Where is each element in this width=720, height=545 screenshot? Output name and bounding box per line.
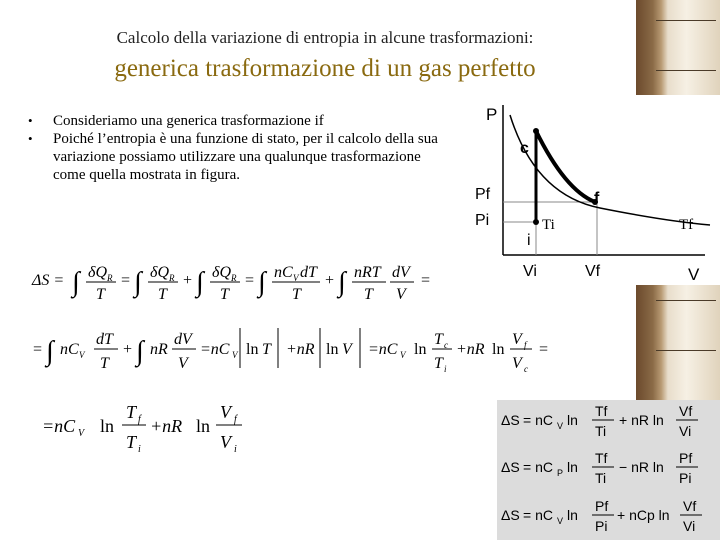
svg-text:=: =: [32, 341, 43, 358]
svg-text:dT: dT: [300, 264, 317, 281]
svg-text:V: V: [557, 516, 564, 526]
svg-text:= nC: = nC: [523, 507, 553, 523]
formula3-lhs: ΔS: [501, 507, 520, 523]
formula2-lhs: ΔS: [501, 459, 520, 475]
svg-text:= nC: = nC: [523, 459, 553, 475]
svg-text:T: T: [126, 432, 137, 452]
svg-text:∫: ∫: [338, 267, 346, 298]
svg-text:Vf: Vf: [679, 403, 693, 419]
svg-text:ln: ln: [414, 341, 427, 358]
svg-text:=nC: =nC: [42, 416, 76, 436]
svg-text:+nR: +nR: [150, 416, 183, 436]
svg-text:=: =: [420, 272, 431, 289]
svg-text:=: =: [120, 272, 131, 289]
svg-text:V: V: [512, 331, 522, 348]
svg-text:δQ: δQ: [150, 264, 169, 281]
summary-formula-box: [497, 400, 720, 540]
svg-text:T: T: [158, 286, 167, 303]
svg-text:Vi: Vi: [683, 518, 696, 534]
svg-text:T: T: [434, 331, 443, 348]
label-vf: Vf: [585, 263, 601, 280]
svg-text:nRT: nRT: [354, 264, 381, 281]
svg-text:ln: ln: [567, 459, 578, 475]
svg-text:V: V: [400, 350, 406, 360]
svg-text:Pf: Pf: [679, 450, 693, 466]
svg-text:P: P: [557, 468, 564, 478]
slide-title-line2: generica trasformazione di un gas perfetto: [114, 55, 536, 82]
svg-text:=: =: [244, 272, 255, 289]
svg-text:+: +: [122, 341, 133, 358]
equation-row-3: [40, 398, 250, 463]
svg-text:T: T: [100, 355, 109, 372]
svg-text:− nR ln: − nR ln: [619, 459, 664, 475]
svg-text:ln: ln: [567, 507, 578, 523]
svg-text:= nC: = nC: [523, 412, 553, 428]
svg-text:ln: ln: [246, 341, 259, 358]
svg-text:ln: ln: [196, 416, 211, 436]
label-vi: Vi: [523, 263, 537, 280]
svg-text:V: V: [342, 341, 352, 358]
axis-label-p: P: [486, 105, 498, 124]
svg-text:Pi: Pi: [595, 518, 608, 534]
bullet-item: • Consideriamo una generica trasformazione if: [28, 112, 438, 130]
svg-text:∫: ∫: [196, 267, 204, 298]
svg-text:R: R: [231, 273, 237, 283]
label-pi: Pi: [475, 212, 490, 229]
point-c: [533, 128, 539, 134]
svg-text:Tf: Tf: [595, 403, 608, 419]
svg-text:f: f: [524, 340, 527, 350]
svg-text:f: f: [234, 414, 237, 425]
svg-text:T: T: [262, 341, 271, 358]
svg-text:ΔS =: ΔS =: [32, 272, 65, 289]
svg-text:dT: dT: [96, 331, 113, 348]
svg-text:∫: ∫: [72, 267, 80, 298]
label-f: f: [594, 190, 600, 207]
bullet-item: • Poiché l’entropia è una funzione di stato, per il calcolo della sua variazione possiamo utilizzare una qualunque trasformazione come quella mostrata in figura.: [28, 130, 438, 184]
svg-text:i: i: [444, 364, 447, 374]
svg-text:c: c: [524, 364, 528, 374]
svg-text:+: +: [182, 272, 193, 289]
svg-text:=nC: =nC: [200, 341, 230, 358]
svg-text:Tf: Tf: [595, 450, 608, 466]
point-i: [533, 219, 539, 225]
label-i: i: [527, 232, 531, 249]
svg-text:c: c: [444, 340, 448, 350]
svg-text:dV: dV: [392, 264, 410, 281]
svg-text:i: i: [234, 444, 237, 455]
svg-text:Pi: Pi: [679, 470, 692, 486]
svg-text:+nR: +nR: [286, 341, 315, 358]
svg-text:ln: ln: [492, 341, 505, 358]
svg-text:V: V: [232, 350, 238, 360]
svg-text:Vi: Vi: [679, 423, 692, 439]
axis-label-v: V: [688, 265, 700, 284]
svg-text:dV: dV: [174, 331, 192, 348]
svg-text:∫: ∫: [46, 336, 54, 367]
svg-text:T: T: [220, 286, 229, 303]
label-c: c: [520, 140, 529, 157]
svg-text:T: T: [292, 286, 301, 303]
svg-text:+ nR ln: + nR ln: [619, 412, 664, 428]
svg-text:∫: ∫: [136, 336, 144, 367]
svg-text:V: V: [220, 402, 231, 422]
svg-text:V: V: [178, 355, 188, 372]
svg-text:+: +: [324, 272, 335, 289]
svg-text:V: V: [78, 428, 85, 439]
svg-text:ln: ln: [326, 341, 339, 358]
bullet-list: [28, 112, 438, 184]
svg-text:Ti: Ti: [595, 470, 607, 486]
svg-text:f: f: [138, 414, 141, 425]
pv-diagram: [470, 95, 720, 285]
equation-row-1: [30, 255, 450, 305]
formula1-lhs: ΔS: [501, 412, 520, 428]
svg-text:T: T: [434, 355, 443, 372]
svg-text:V: V: [79, 350, 85, 360]
svg-text:Pf: Pf: [595, 498, 609, 514]
svg-text:ln: ln: [567, 412, 578, 428]
svg-text:+nR: +nR: [456, 341, 485, 358]
svg-text:=nC: =nC: [368, 341, 398, 358]
svg-text:nC: nC: [60, 341, 79, 358]
svg-text:+ nCp ln: + nCp ln: [617, 507, 670, 523]
svg-text:V: V: [220, 432, 231, 452]
label-pf: Pf: [475, 186, 491, 203]
svg-text:Ti: Ti: [595, 423, 607, 439]
svg-text:∫: ∫: [258, 267, 266, 298]
svg-text:V: V: [512, 355, 522, 372]
svg-text:V: V: [396, 286, 406, 303]
label-ti: Ti: [542, 217, 555, 233]
svg-text:V: V: [557, 421, 564, 431]
svg-text:nR: nR: [150, 341, 168, 358]
svg-text:T: T: [126, 402, 137, 422]
svg-text:δQ: δQ: [88, 264, 107, 281]
svg-text:∫: ∫: [134, 267, 142, 298]
svg-text:nC: nC: [274, 264, 293, 281]
svg-text:=: =: [538, 341, 549, 358]
label-tf: Tf: [679, 217, 694, 233]
equation-row-2: [30, 322, 570, 377]
svg-text:R: R: [107, 273, 113, 283]
svg-text:T: T: [364, 286, 373, 303]
svg-text:i: i: [138, 444, 141, 455]
svg-text:Vf: Vf: [683, 498, 697, 514]
svg-text:R: R: [169, 273, 175, 283]
svg-text:T: T: [96, 286, 105, 303]
svg-text:V: V: [293, 273, 299, 283]
svg-text:ln: ln: [100, 416, 115, 436]
svg-text:δQ: δQ: [212, 264, 231, 281]
slide-title-line1: Calcolo della variazione di entropia in alcune trasformazioni:: [116, 28, 534, 47]
summary-formulas: [497, 400, 720, 540]
